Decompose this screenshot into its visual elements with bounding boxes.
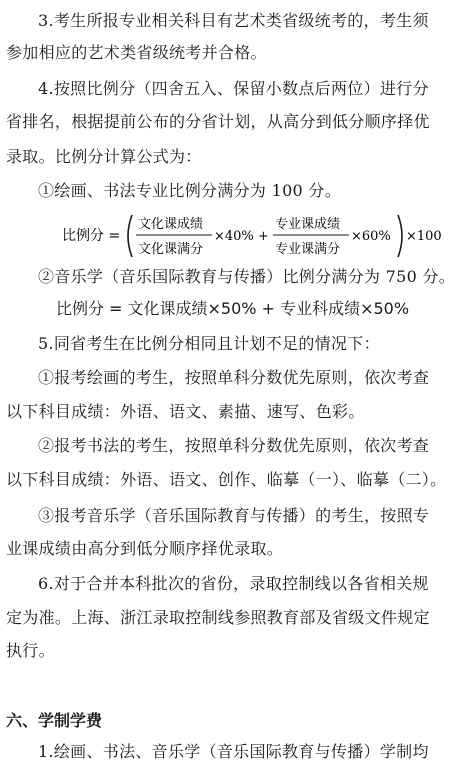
paragraph-line: 3.考生所报专业相关科目有艺术类省级统考的，考生须 <box>38 11 429 30</box>
fraction1-denominator: 文化课满分 <box>138 242 204 257</box>
paragraph-line: 录取。比例分计算公式为： <box>6 147 202 166</box>
paragraph-line: 定为准。上海、浙江录取控制线参照教育部及省级文件规定 <box>6 608 430 627</box>
paragraph-line: 1.绘画、书法、音乐学（音乐国际教育与传播）学制均 <box>38 742 429 761</box>
paragraph-line: 执行。 <box>6 641 55 660</box>
paragraph-line: ①报考绘画的考生，按照单科分数优先原则，依次考查 <box>38 368 430 387</box>
paragraph-line: 省排名，根据提前公布的分省计划，从高分到低分顺序择优 <box>6 112 430 131</box>
paragraph-line: ①绘画、书法专业比例分满分为 100 分。 <box>38 181 342 200</box>
paragraph-line: ②音乐学（音乐国际教育与传播）比例分满分为 750 分。 <box>38 267 456 286</box>
formula-lhs: 比例分 = <box>62 228 121 244</box>
fraction2-numerator: 专业课成绩 <box>275 217 341 232</box>
formula-mul2: ×60% <box>351 229 391 244</box>
paragraph-line: ③报考音乐学（音乐国际教育与传播）的考生，按照专 <box>38 506 430 525</box>
paragraph-line: 以下科目成绩：外语、语文、创作、临摹（一）、临摹（二）。 <box>6 470 447 489</box>
paragraph-line: 6.对于合并本科批次的省份，录取控制线以各省相关规 <box>38 574 429 593</box>
section-heading: 六、学制学费 <box>6 711 103 730</box>
paragraph-line: 5.同省考生在比例分相同且计划不足的情况下： <box>38 334 380 353</box>
formula-svg <box>62 205 462 267</box>
paragraph-line: 以下科目成绩：外语、语文、素描、速写、色彩。 <box>6 402 365 421</box>
fraction1-numerator: 文化课成绩 <box>138 217 204 232</box>
left-paren <box>128 215 132 257</box>
paragraph-line: 参加相应的艺术类省级统考并合格。 <box>6 43 267 62</box>
right-paren <box>398 215 402 257</box>
paragraph-line: 4.按照比例分（四舍五入、保留小数点后两位）进行分 <box>38 79 429 98</box>
fraction2-denominator: 专业课满分 <box>275 242 341 257</box>
paragraph-line: 业课成绩由高分到低分顺序择优录取。 <box>6 539 284 558</box>
paragraph-line: ②报考书法的考生，按照单科分数优先原则，依次考查 <box>38 436 430 455</box>
formula-tail: ×100 <box>406 229 442 244</box>
ratio-score-formula-music: 比例分 = 文化课成绩×50% + 专业科成绩×50% <box>55 299 410 318</box>
formula-mul1: ×40% + <box>214 229 269 244</box>
ratio-score-formula-painting <box>62 205 462 267</box>
